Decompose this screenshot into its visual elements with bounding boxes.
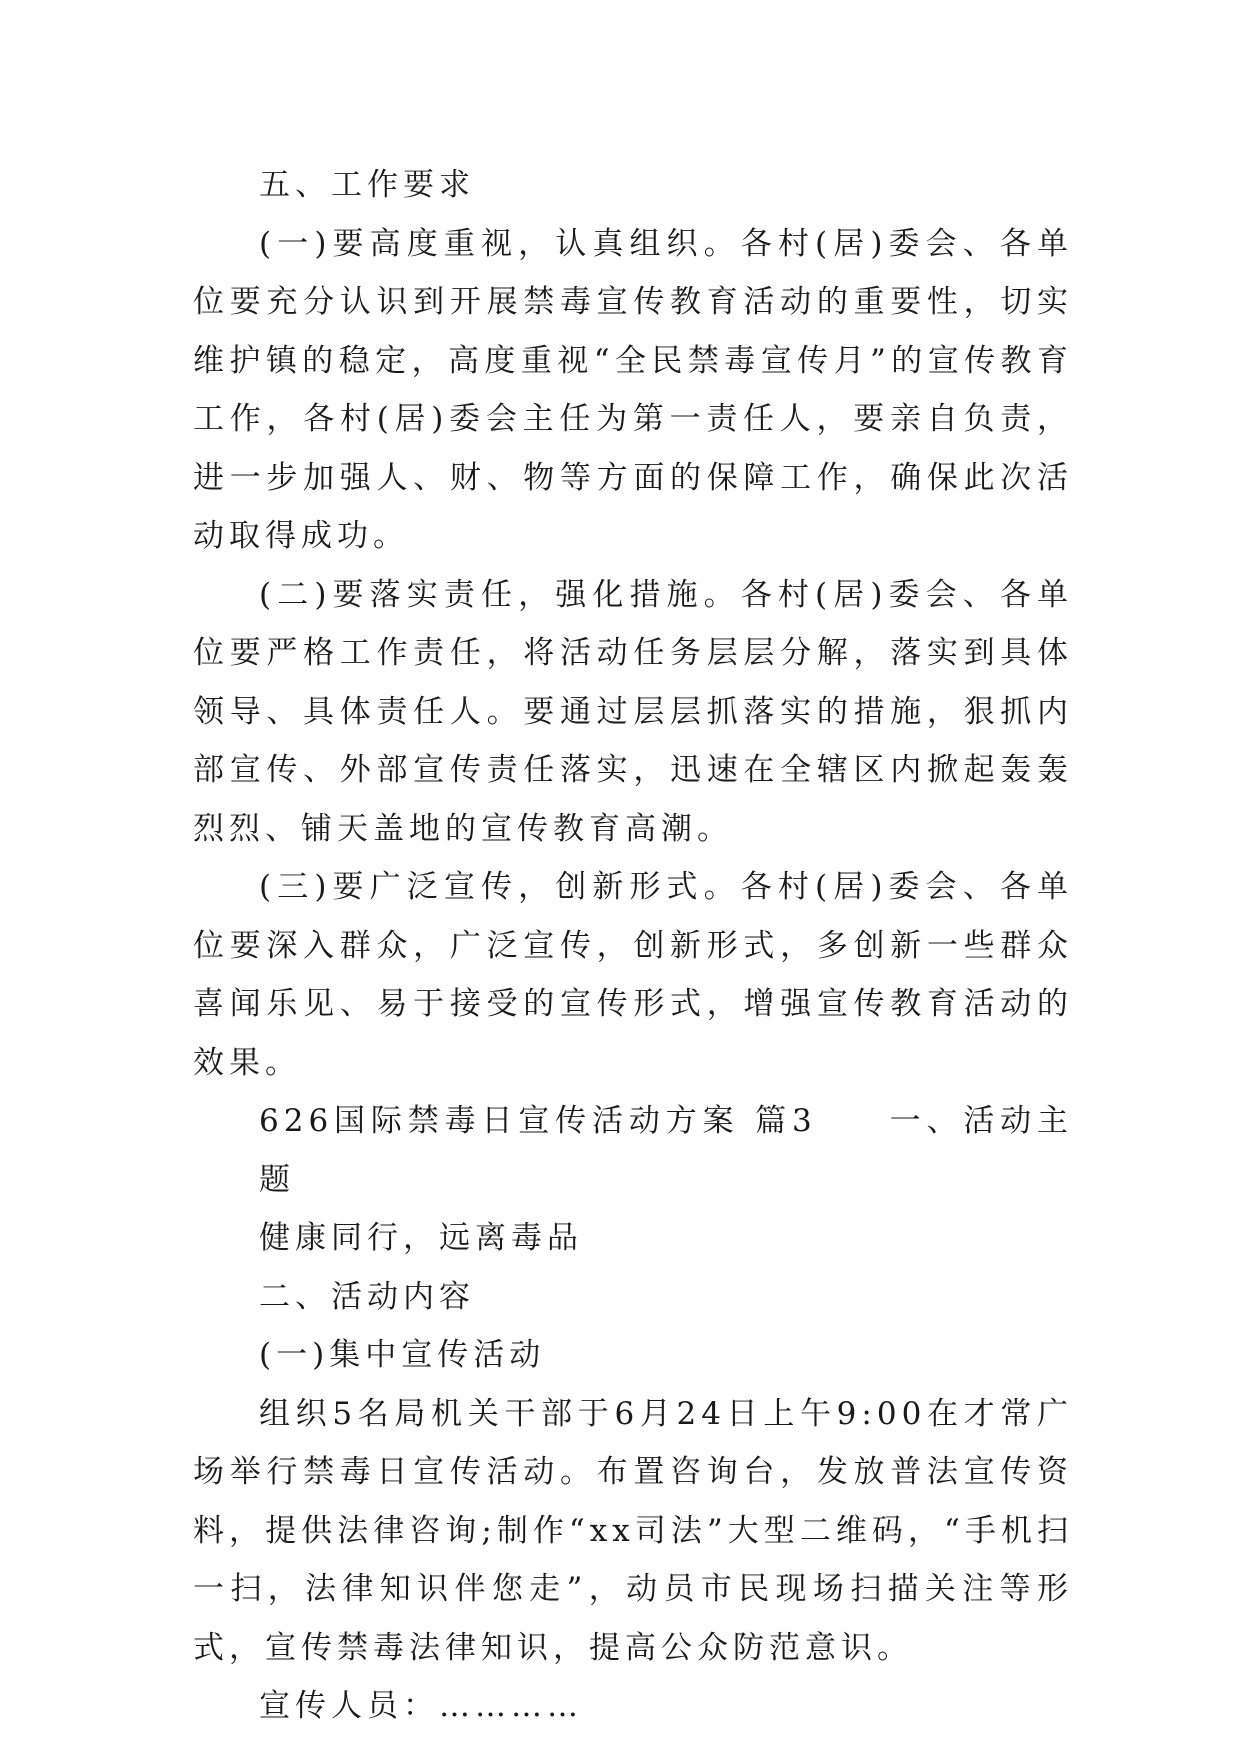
requirement-paragraph-3: (三)要广泛宣传，创新形式。各村(居)委会、各单位要深入群众，广泛宣传，创新形式，多创新一些群众喜闻乐见、易于接受的宣传形式，增强宣传教育活动的效果。: [193, 869, 1073, 1081]
plan-title-line: [193, 1092, 1073, 1209]
requirement-paragraph-2: (二)要落实责任，强化措施。各村(居)委会、各单位要严格工作责任，将活动任务层层分解，落实到具体领导、具体责任人。要通过层层抓落实的措施，狠抓内部宣传、外部宣传责任落实，迅速在全辖区内掀起轰轰烈烈、铺天盖地的宣传教育高潮。: [193, 576, 1073, 847]
document-body: [193, 156, 1073, 1736]
section-heading-activity-content: 二、活动内容: [259, 1278, 475, 1315]
requirement-paragraph-1: (一)要高度重视，认真组织。各村(居)委会、各单位要充分认识到开展禁毒宣传教育活动的重要性，切实维护镇的稳定，高度重视“全民禁毒宣传月”的宣传教育工作，各村(居)委会主任为第一责任人，要亲自负责，进一步加强人、财、物等方面的保障工作，确保此次活动取得成功。: [193, 225, 1073, 554]
plan-title: 626国际禁毒日宣传活动方案 篇3: [259, 1103, 817, 1139]
section-heading-activity-theme: 一、活动主题: [259, 1103, 1074, 1198]
staff-line: 宣传人员：…………: [259, 1688, 583, 1724]
centralized-campaign-paragraph: 组织5名局机关干部于6月24日上午9:00在才常广场举行禁毒日宣传活动。布置咨询台，发放普法宣传资料，提供法律咨询;制作“xx司法”大型二维码，“手机扫一扫，法律知识伴您走”，动员市民现场扫描关注等形式，宣传禁毒法律知识，提高公众防范意识。: [193, 1395, 1073, 1666]
section-heading-work-requirements: 五、工作要求: [259, 167, 475, 203]
subsection-heading-centralized-campaign: (一)集中宣传活动: [259, 1337, 546, 1373]
activity-theme-text: 健康同行，远离毒品: [259, 1220, 583, 1256]
